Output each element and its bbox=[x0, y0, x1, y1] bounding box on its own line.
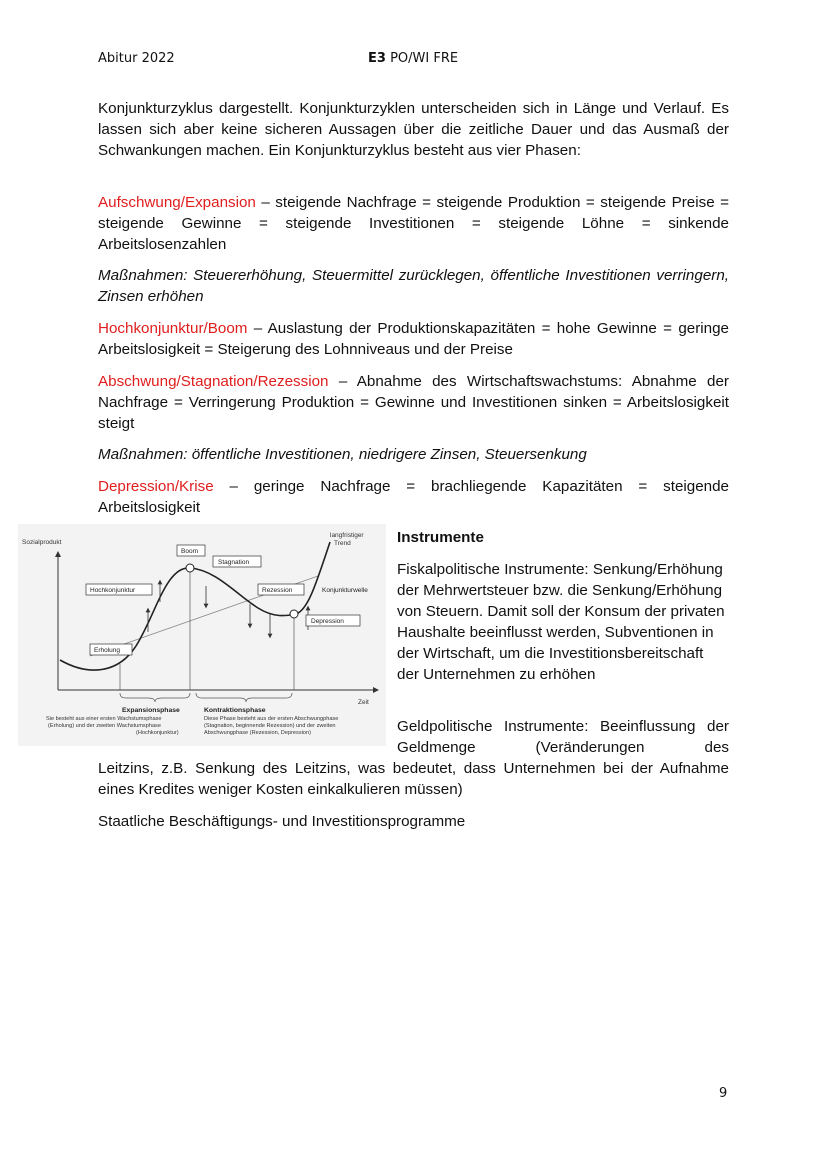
fiscal-text: Fiskalpolitische Instrumente: Senkung/Erhöhung der Mehrwertsteuer bzw. die Senkung/Erhöhung von Steuern. Damit soll der Konsum der privaten Haushalte beeinflusst werden, Subventionen in der Wirtschaft, um die Investitionsbereitschaft der Unternehmen zu erhöhen bbox=[397, 561, 725, 683]
fiscal-instruments bbox=[397, 559, 729, 685]
boom-marker bbox=[186, 564, 194, 572]
contraction-title: Kontraktionsphase bbox=[204, 707, 266, 714]
page-number: 9 bbox=[719, 1086, 728, 1101]
business-cycle-figure bbox=[18, 524, 386, 746]
programs-text: Staatliche Beschäftigungs- und Investitionsprogramme bbox=[98, 813, 466, 830]
phase-term: Abschwung/Stagnation/Rezession bbox=[98, 373, 329, 390]
trend-label-line1: langfristiger bbox=[330, 532, 364, 539]
hochkonjunktur-box-label: Hochkonjunktur bbox=[90, 587, 136, 594]
header-center-rest: PO/WI FRE bbox=[385, 51, 459, 66]
trend-label-line2: Trend bbox=[334, 540, 351, 547]
expansion-title: Expansionsphase bbox=[122, 707, 180, 714]
phase-hochkonjunktur bbox=[98, 318, 729, 360]
phase-term: Aufschwung/Expansion bbox=[98, 194, 256, 211]
wave-label: Konjunkturwelle bbox=[322, 587, 368, 594]
stagnation-box-label: Stagnation bbox=[218, 559, 250, 566]
phase-text: – geringe Nachfrage = brachliegende Kapazitäten = steigende Arbeitslosigkeit bbox=[98, 478, 729, 516]
expansion-desc-1: Sie besteht aus einer ersten Wachstumsphase bbox=[46, 716, 162, 722]
contraction-desc-3: Abschwungphase (Rezession, Depression) bbox=[204, 730, 311, 736]
measures-1: Maßnahmen: Steuererhöhung, Steuermittel zurücklegen, öffentliche Investitionen verringern, Zinsen erhöhen bbox=[98, 267, 729, 305]
header-left: Abitur 2022 bbox=[98, 51, 175, 66]
phase-text: – Auslastung der Produktionskapazitäten = hohe Gewinne = geringe Arbeitslosigkeit = Steigerung des Lohnniveaus und der Preise bbox=[98, 320, 729, 358]
erholung-box-label: Erholung bbox=[94, 647, 121, 654]
x-axis-label: Zeit bbox=[358, 699, 369, 706]
intro-paragraph: Konjunkturzyklus dargestellt. Konjunkturzyklen unterscheiden sich in Länge und Verlauf. Es lassen sich aber keine sicheren Aussagen über die zeitliche Dauer und das Ausmaß der Schwankungen machen. Ein Konjunkturzyklus besteht aus vier Phasen: bbox=[98, 100, 729, 159]
phase-text: – steigende Nachfrage = steigende Produktion = steigende Preise = steigende Gewinne = steigende Investitionen = steigende Löhne = sinkende Arbeitslosenzahlen bbox=[98, 194, 729, 253]
header-center bbox=[368, 51, 458, 66]
measures-2: Maßnahmen: öffentliche Investitionen, niedrigere Zinsen, Steuersenkung bbox=[98, 446, 587, 463]
phase-aufschwung bbox=[98, 192, 729, 255]
expansion-brace bbox=[120, 693, 190, 702]
monetary-text-start: Geldpolitische Instrumente: Beeinflussung der Geldmenge (Veränderungen des bbox=[397, 718, 729, 756]
boom-box-label: Boom bbox=[181, 548, 198, 555]
expansion-desc-3: (Hochkonjunktur) bbox=[136, 730, 179, 736]
rezession-box-label: Rezession bbox=[262, 587, 293, 594]
depression-box-label: Depression bbox=[311, 618, 344, 625]
depression-marker bbox=[290, 610, 298, 618]
phase-term: Hochkonjunktur/Boom bbox=[98, 320, 248, 337]
monetary-instruments-start bbox=[397, 716, 729, 758]
expansion-desc-2: (Erholung) und der zweiten Wachstumsphase bbox=[48, 723, 161, 729]
header-center-bold: E3 bbox=[368, 51, 386, 66]
phase-depression bbox=[98, 476, 729, 518]
phase-text: – Abnahme des Wirtschaftswachstums: Abnahme der Nachfrage = Verringerung Produktion = Gewinne und Investitionen sinken = Arbeitslosigkeit steigt bbox=[98, 373, 729, 432]
instruments-title: Instrumente bbox=[397, 529, 484, 546]
monetary-instruments-end: Leitzins, z.B. Senkung des Leitzins, was bedeutet, dass Unternehmen bei der Aufnahme eines Kredites weniger Kosten einkalkulieren müssen) bbox=[98, 760, 729, 798]
business-cycle-diagram bbox=[18, 524, 386, 746]
phase-abschwung bbox=[98, 371, 729, 434]
contraction-desc-2: (Stagnation, beginnende Rezession) und der zweiten bbox=[204, 723, 336, 729]
phase-term: Depression/Krise bbox=[98, 478, 214, 495]
contraction-desc-1: Diese Phase besteht aus der ersten Abschwungphase bbox=[204, 716, 339, 722]
y-axis-label: Sozialprodukt bbox=[22, 539, 62, 546]
contraction-brace bbox=[196, 693, 292, 702]
